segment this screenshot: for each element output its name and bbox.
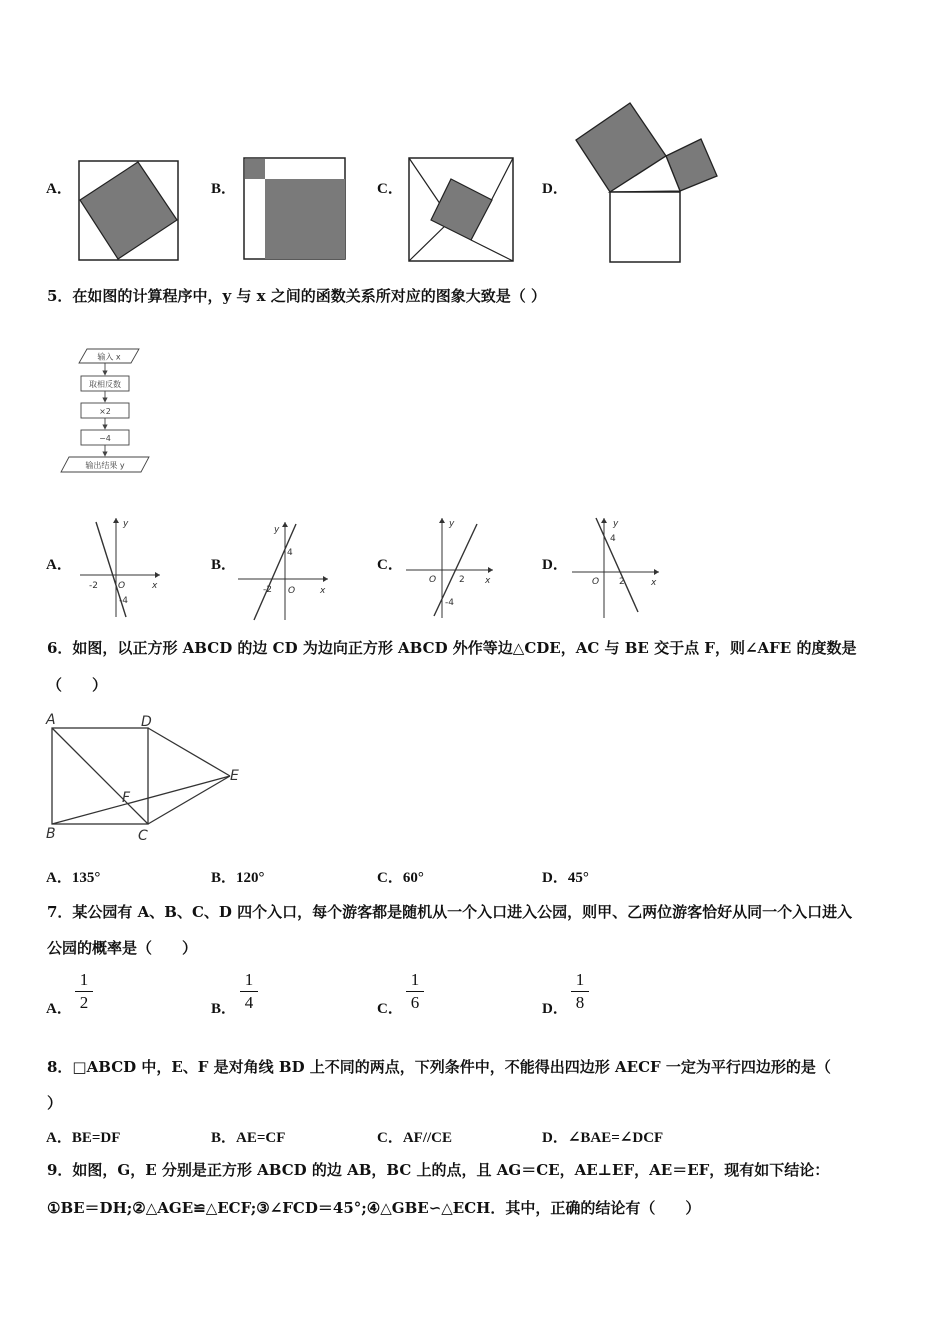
q4-figure-a: [78, 160, 180, 262]
q7-option-b-fraction: [240, 970, 258, 1013]
q4-option-d-label: D．: [542, 181, 568, 197]
graph-b-origin: O: [288, 586, 296, 596]
q7-stem-line2: 公园的概率是（ ）: [47, 939, 198, 957]
q7-b-num: 1: [244, 970, 254, 989]
q5-flowchart: [55, 346, 155, 476]
q4-figure-b: [243, 157, 347, 261]
q8-stem-line2: ）: [47, 1094, 63, 1112]
q5-stem: 5．在如图的计算程序中，y 与 x 之间的函数关系所对应的图象大致是（ ）: [47, 287, 546, 305]
q7-b-den: 4: [244, 993, 254, 1012]
graph-c-xintercept: 2: [459, 575, 465, 585]
graph-d-y: y: [613, 519, 619, 529]
q4-option-c-label: C．: [377, 181, 403, 197]
q5-option-d-label: D．: [542, 557, 568, 573]
q4-figure-c: [408, 157, 515, 263]
flow-step-times2: ×2: [99, 407, 111, 416]
graph-c-origin: O: [429, 575, 437, 585]
point-c: C: [138, 828, 148, 844]
q6-option-a: A．135°: [46, 870, 101, 886]
q6-stem-line2: （ ）: [47, 676, 108, 694]
q7-option-c-label: C．: [377, 1001, 403, 1017]
graph-b-yintercept: 4: [287, 548, 293, 558]
flow-step-input: 输入 x: [97, 352, 121, 362]
q9-stem-line2: ①BE＝DH;②△AGE≌△ECF;③∠FCD＝45°;④△GBE∽△ECH．其中，正确的结论有（ ）: [47, 1199, 701, 1217]
q7-option-d-label: D．: [542, 1001, 568, 1017]
point-d: D: [141, 714, 152, 730]
q7-option-a-label: A．: [46, 1001, 72, 1017]
q7-c-num: 1: [410, 970, 420, 989]
q7-d-num: 1: [575, 970, 585, 989]
graph-d-yintercept: 4: [610, 534, 616, 544]
graph-b-xintercept: -2: [263, 585, 272, 595]
point-f: F: [122, 790, 131, 806]
q6-figure: [44, 710, 249, 846]
q7-a-num: 1: [79, 970, 89, 989]
q7-d-den: 8: [575, 993, 585, 1012]
point-e: E: [230, 768, 239, 784]
q8-option-b: B．AE=CF: [211, 1130, 286, 1146]
q8-option-a: A．BE=DF: [46, 1130, 121, 1146]
q4-option-a-label: A．: [46, 181, 72, 197]
q6-stem-line1: 6．如图，以正方形 ABCD 的边 CD 为边向正方形 ABCD 外作等边△CDE，AC 与 BE 交于点 F，则∠AFE 的度数是: [47, 639, 857, 657]
q4-option-b-label: B．: [211, 181, 237, 197]
graph-d-xintercept: 2: [619, 577, 625, 587]
point-a: A: [46, 712, 56, 728]
q6-option-b: B．120°: [211, 870, 265, 886]
q5-option-c-label: C．: [377, 557, 403, 573]
graph-b-x: x: [320, 586, 326, 596]
q6-option-c: C．60°: [377, 870, 424, 886]
q8-option-d: D．∠BAE=∠DCF: [542, 1130, 664, 1146]
q5-graph-d: [570, 512, 665, 622]
q6-option-d: D．45°: [542, 870, 589, 886]
graph-a-x: x: [152, 581, 158, 591]
graph-c-y: y: [449, 519, 455, 529]
graph-d-x: x: [651, 578, 657, 588]
q7-c-den: 6: [410, 993, 420, 1012]
q8-stem-line1: 8．□ABCD 中，E、F 是对角线 BD 上不同的两点，下列条件中，不能得出四边形 AECF 一定为平行四边形的是（: [47, 1058, 831, 1076]
q8-option-c: C．AF//CE: [377, 1130, 453, 1146]
graph-a-xintercept: -2: [89, 581, 98, 591]
q7-option-c-fraction: [406, 970, 424, 1013]
graph-b-y: y: [274, 525, 280, 535]
q5-option-a-label: A．: [46, 557, 72, 573]
q7-option-b-label: B．: [211, 1001, 237, 1017]
flow-step-minus4: −4: [99, 434, 111, 443]
q7-option-d-fraction: [571, 970, 589, 1013]
flow-step-output: 输出结果 y: [85, 461, 125, 470]
graph-c-x: x: [485, 576, 491, 586]
point-b: B: [46, 826, 56, 842]
graph-d-origin: O: [592, 577, 600, 587]
graph-a-y: y: [123, 519, 129, 529]
q7-option-a-fraction: [75, 970, 93, 1013]
q5-graph-c: [404, 512, 499, 622]
q7-stem-line1: 7．某公园有 A、B、C、D 四个入口，每个游客都是随机从一个入口进入公园，则甲、乙两位游客恰好从同一个入口进入: [47, 903, 853, 921]
graph-a-yintercept: -4: [119, 596, 128, 606]
q5-graph-a: [76, 512, 166, 622]
q7-a-den: 2: [79, 993, 89, 1012]
q4-figure-d: [573, 100, 721, 264]
q9-stem-line1: 9．如图，G，E 分别是正方形 ABCD 的边 AB，BC 上的点，且 AG＝CE，AE⊥EF，AE＝EF，现有如下结论：: [47, 1161, 830, 1179]
q5-option-b-label: B．: [211, 557, 237, 573]
graph-c-yintercept: -4: [445, 598, 454, 608]
flow-step-negate: 取相反数: [89, 380, 121, 389]
graph-a-origin: O: [118, 581, 126, 591]
q5-graph-b: [236, 518, 336, 623]
